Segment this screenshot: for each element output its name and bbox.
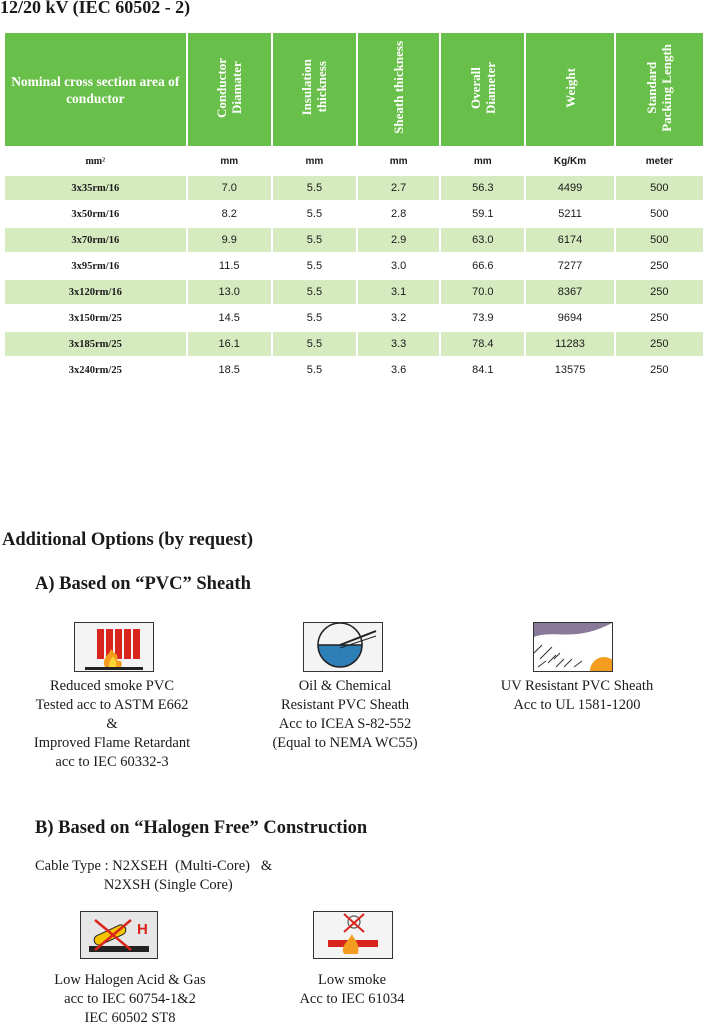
unit-cell: mm <box>305 155 324 167</box>
cell: 3.1 <box>358 280 439 304</box>
halogen-free-section-heading: B) Based on “Halogen Free” Construction <box>35 818 368 838</box>
cell: 56.3 <box>441 176 524 200</box>
unit-cell: mm <box>473 155 492 167</box>
cell: 13575 <box>554 364 586 376</box>
cell: 9.9 <box>188 228 271 252</box>
halogen-h-letter: H <box>137 921 148 938</box>
cell: 5.5 <box>306 208 323 220</box>
cell: 11.5 <box>218 260 240 272</box>
row-size: 3x95rm/16 <box>71 260 120 272</box>
cell: 2.7 <box>358 176 439 200</box>
col-header-cross-section: Nominal cross section area of conductor <box>5 33 186 146</box>
cell: 5.5 <box>306 312 323 324</box>
cell: 5.5 <box>306 364 323 376</box>
cell: 3.6 <box>390 364 407 376</box>
unit-cell: mm <box>220 155 239 167</box>
pvc-section-heading: A) Based on “PVC” Sheath <box>35 574 251 594</box>
table-row <box>5 228 703 252</box>
cell: 9694 <box>557 312 583 324</box>
cell: 500 <box>616 176 703 200</box>
cell: 8.2 <box>221 208 237 220</box>
additional-options-heading: Additional Options (by request) <box>2 530 253 550</box>
table-row <box>5 332 703 356</box>
table-row <box>5 306 703 330</box>
cell: 5.5 <box>306 260 323 272</box>
cell: 66.6 <box>472 260 494 272</box>
cell: 7277 <box>557 260 583 272</box>
low-halogen-icon <box>80 911 158 959</box>
cell: 5.5 <box>273 228 356 252</box>
row-size: 3x120rm/16 <box>5 280 186 304</box>
table-row <box>5 254 703 278</box>
reduced-smoke-flame-icon <box>74 622 154 672</box>
cell: 250 <box>650 312 669 324</box>
cell: 3.3 <box>358 332 439 356</box>
cell: 5.5 <box>273 332 356 356</box>
cell: 78.4 <box>441 332 524 356</box>
units-row <box>5 148 703 174</box>
oil-chemical-icon <box>303 622 383 672</box>
cell: 16.1 <box>188 332 271 356</box>
col-header-overall-diameter: Overall Diameter <box>441 33 524 146</box>
header-row <box>5 33 703 146</box>
cell: 11283 <box>526 332 613 356</box>
row-size: 3x70rm/16 <box>5 228 186 252</box>
cell: 250 <box>616 280 703 304</box>
cell: 70.0 <box>441 280 524 304</box>
row-size: 3x35rm/16 <box>5 176 186 200</box>
cell: 14.5 <box>218 312 240 324</box>
row-size: 3x50rm/16 <box>71 208 120 220</box>
cell: 84.1 <box>472 364 494 376</box>
option-reduced-smoke-text: Reduced smoke PVC Tested acc to ASTM E662 & Improved Flame Retardant acc to IEC 60332-3 <box>33 678 191 770</box>
cell: 500 <box>616 228 703 252</box>
table-row <box>5 202 703 226</box>
table-row <box>5 280 703 304</box>
cell: 3.2 <box>390 312 407 324</box>
low-smoke-icon <box>313 911 393 959</box>
col-header-conductor-diameter: Conductor Diamater <box>188 33 271 146</box>
cell: 13.0 <box>188 280 271 304</box>
cell: 6174 <box>526 228 613 252</box>
table-row <box>5 358 703 382</box>
col-header-weight: Weight <box>526 33 613 146</box>
cell: 7.0 <box>188 176 271 200</box>
option-low-smoke-text: Low smoke Acc to IEC 61034 <box>299 972 405 1007</box>
row-size: 3x240rm/25 <box>68 364 122 376</box>
unit-cell: mm² <box>85 155 106 167</box>
cell: 2.8 <box>390 208 407 220</box>
cell: 63.0 <box>441 228 524 252</box>
option-oil-chemical-text: Oil & Chemical Resistant PVC Sheath Acc to ICEA S-82-552 (Equal to NEMA WC55) <box>272 678 418 751</box>
col-header-packing-length: Standard Packing Length <box>616 33 703 146</box>
col-header-sheath: Sheath thickness <box>358 33 439 146</box>
cable-type-text: Cable Type : N2XSEH (Multi-Core) & N2XSH (Single Core) <box>35 858 273 893</box>
cell: 18.5 <box>218 364 240 376</box>
cell: 4499 <box>526 176 613 200</box>
option-low-halogen-text: Low Halogen Acid & Gas acc to IEC 60754-1&2 IEC 60502 ST8 <box>54 972 206 1026</box>
unit-cell: mm <box>389 155 408 167</box>
cell: 8367 <box>526 280 613 304</box>
cell: 250 <box>616 332 703 356</box>
spec-table <box>3 31 705 384</box>
row-size: 3x185rm/25 <box>5 332 186 356</box>
table-row <box>5 176 703 200</box>
cell: 5.5 <box>273 176 356 200</box>
cell: 250 <box>650 364 669 376</box>
cell: 59.1 <box>472 208 494 220</box>
col-header-insulation: Insulation thickness <box>273 33 356 146</box>
cell: 5211 <box>558 208 582 220</box>
page-title: 12/20 kV (IEC 60502 - 2) <box>0 0 191 17</box>
cell: 3.0 <box>390 260 407 272</box>
cell: 2.9 <box>358 228 439 252</box>
unit-cell: meter <box>645 155 673 167</box>
uv-sun-icon <box>533 622 613 672</box>
cell: 500 <box>650 208 669 220</box>
option-uv-text: UV Resistant PVC Sheath Acc to UL 1581-1200 <box>500 678 654 713</box>
cell: 5.5 <box>273 280 356 304</box>
row-size: 3x150rm/25 <box>68 312 122 324</box>
cell: 250 <box>650 260 669 272</box>
unit-cell: Kg/Km <box>553 155 587 167</box>
cell: 73.9 <box>472 312 494 324</box>
